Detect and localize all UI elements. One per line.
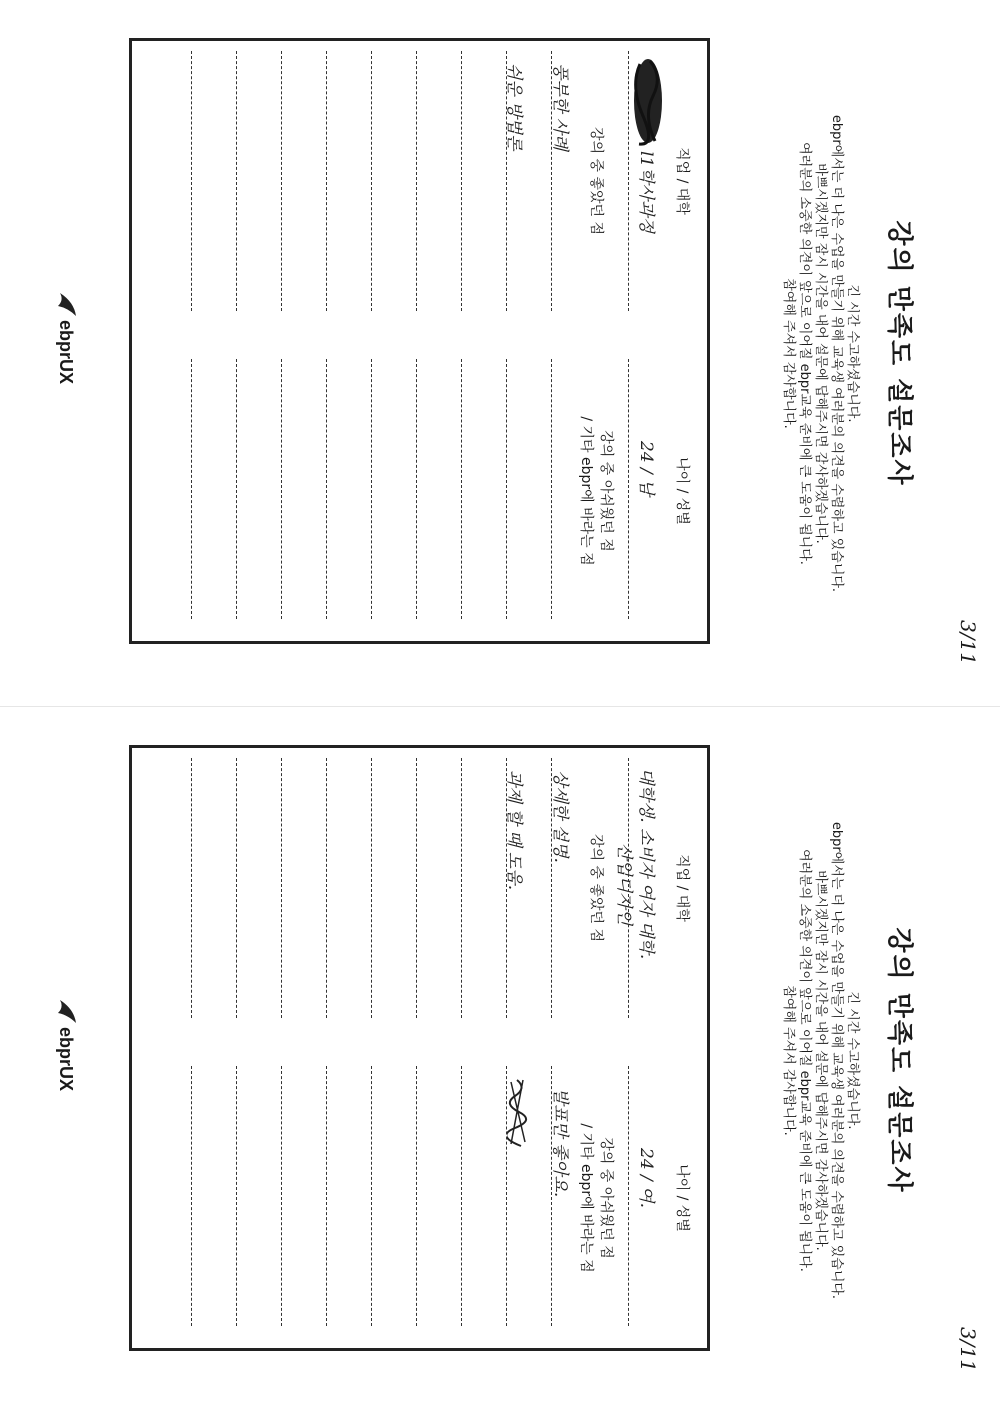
- answer-line: [628, 51, 629, 311]
- answer-line: [416, 51, 417, 311]
- intro-line: 참여해 주셔서 감사합니다.: [781, 278, 796, 429]
- age-gender-label: 나이 / 성별: [674, 1164, 690, 1232]
- answer-line: [371, 51, 372, 311]
- answer-line: [281, 758, 282, 1018]
- intro-line: 참여해 주셔서 감사합니다.: [781, 985, 796, 1136]
- answer-line: [416, 359, 417, 619]
- page-mark: 3/11: [956, 620, 980, 665]
- job-label: 직업 / 대학: [674, 147, 690, 215]
- answer-line: [628, 1066, 629, 1326]
- answer-line: [551, 758, 552, 1018]
- age-gender-answer: 24 / 남: [636, 441, 656, 496]
- answer-line: [461, 51, 462, 311]
- answer-line: [506, 51, 507, 311]
- bad-points-label-line2: / 기타 ebpr에 바라는 점: [578, 416, 594, 566]
- answer-line: [461, 758, 462, 1018]
- intro-line: ebpr에서는 더 나은 수업을 만들기 위해 교육생 여러분의 의견을 수렴하고 있습니다.: [829, 114, 844, 593]
- bad-points-label: [577, 1078, 617, 1318]
- answer-line: [236, 51, 237, 311]
- answer-line: [506, 758, 507, 1018]
- answer-line: [416, 758, 417, 1018]
- answer-line: [236, 758, 237, 1018]
- bad-points-label: [577, 371, 617, 611]
- answer-line: [371, 359, 372, 619]
- answer-line: [551, 1066, 552, 1326]
- answer-box: [129, 38, 710, 644]
- good-answer: 과제 할 때 도움.: [504, 770, 524, 891]
- intro-line: ebpr에서는 더 나은 수업을 만들기 위해 교육생 여러분의 의견을 수렴하고 있습니다.: [829, 821, 844, 1300]
- answer-line: [506, 1066, 507, 1326]
- answer-line: [281, 1066, 282, 1326]
- answer-line: [191, 758, 192, 1018]
- answer-line: [236, 1066, 237, 1326]
- answer-line: [628, 359, 629, 619]
- bird-icon: [52, 997, 80, 1025]
- answer-box: [129, 745, 710, 1351]
- job-label: 직업 / 대학: [674, 854, 690, 922]
- survey-title: 강의 만족도 설문조사: [884, 220, 914, 487]
- good-answer: 쉬운 방법론: [504, 63, 524, 151]
- job-answer-2: 산업디자인: [614, 843, 634, 926]
- ebprux-logo: [50, 290, 80, 410]
- good-answer: 풍부한 사례: [550, 63, 570, 151]
- intro-line: 바쁘시겠지만 잠시 시간을 내어 설문에 답해주시면 감사하겠습니다.: [813, 163, 828, 544]
- job-answer: 대학생. 소비자 여자 대학.: [636, 768, 656, 960]
- ebprux-logo: [50, 997, 80, 1117]
- intro-line: 바쁘시겠지만 잠시 시간을 내어 설문에 답해주시면 감사하겠습니다.: [813, 870, 828, 1251]
- answer-line: [326, 51, 327, 311]
- answer-line: [551, 359, 552, 619]
- page-mark: 3/11: [956, 1327, 980, 1372]
- survey-intro: [780, 40, 860, 667]
- answer-line: [281, 359, 282, 619]
- answer-line: [191, 359, 192, 619]
- logo-text: ebprUX: [56, 1027, 76, 1092]
- bad-points-label-line1: 강의 중 아쉬웠던 점: [598, 430, 614, 552]
- good-answer: 상세한 설명.: [550, 770, 570, 863]
- answer-line: [506, 359, 507, 619]
- age-gender-answer: 24 / 여.: [636, 1148, 656, 1208]
- answer-line: [326, 1066, 327, 1326]
- survey-title: 강의 만족도 설문조사: [884, 927, 914, 1194]
- answer-line: [461, 1066, 462, 1326]
- answer-line: [371, 1066, 372, 1326]
- intro-line: 여러분의 소중한 의견이 앞으로 이어질 ebpr교육 준비에 큰 도움이 됩니다.: [797, 849, 812, 1272]
- bad-answer: 발표만 좋아요.: [550, 1088, 570, 1198]
- logo-text: ebprUX: [56, 320, 76, 385]
- answer-line: [281, 51, 282, 311]
- answer-line: [628, 758, 629, 1018]
- intro-line: 여러분의 소중한 의견이 앞으로 이어질 ebpr교육 준비에 큰 도움이 됩니다.: [797, 142, 812, 565]
- answer-line: [551, 51, 552, 311]
- answer-line: [191, 1066, 192, 1326]
- answer-line: [416, 1066, 417, 1326]
- redaction-scribble: [631, 56, 665, 146]
- intro-line: 긴 시간 수고하셨습니다.: [845, 284, 860, 423]
- age-gender-label: 나이 / 성별: [674, 457, 690, 525]
- bird-icon: [52, 290, 80, 318]
- bad-points-label-line2: / 기타 ebpr에 바라는 점: [578, 1123, 594, 1273]
- job-answer: l1학사과정: [636, 151, 656, 233]
- survey-intro: [780, 747, 860, 1374]
- intro-line: 긴 시간 수고하셨습니다.: [845, 991, 860, 1130]
- answer-line: [236, 359, 237, 619]
- good-points-label: 강의 중 좋았던 점: [588, 126, 604, 236]
- bad-points-label-line1: 강의 중 아쉬웠던 점: [598, 1137, 614, 1259]
- good-points-label: 강의 중 좋았던 점: [588, 833, 604, 943]
- answer-line: [191, 51, 192, 311]
- crossed-out-scribble: [507, 1078, 529, 1148]
- survey-sheet-2: [0, 707, 1000, 1414]
- answer-line: [326, 758, 327, 1018]
- answer-line: [326, 359, 327, 619]
- answer-line: [461, 359, 462, 619]
- answer-line: [371, 758, 372, 1018]
